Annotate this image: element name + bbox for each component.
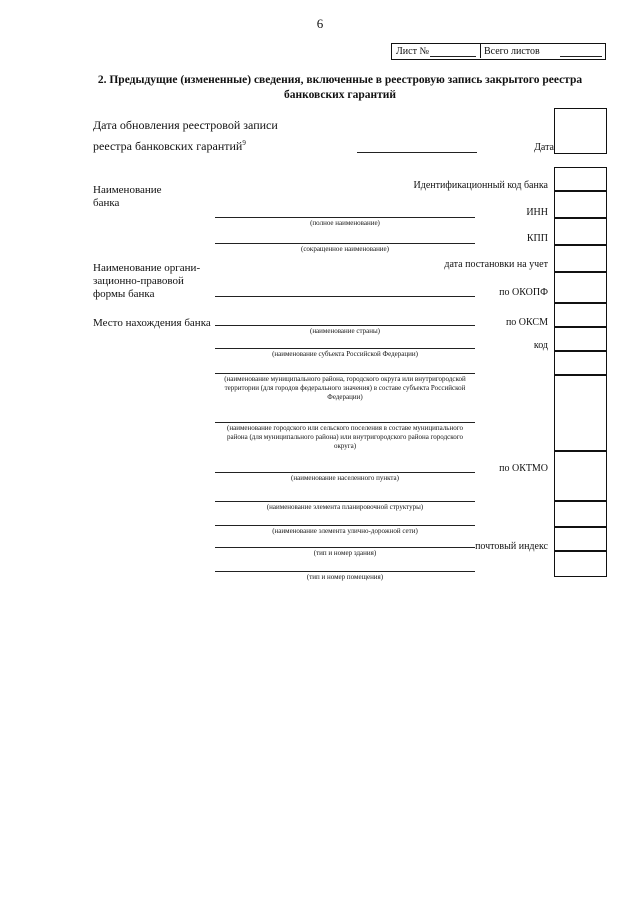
inn-label: ИНН <box>526 207 548 218</box>
okopf-label: по ОКОПФ <box>499 287 548 298</box>
oksm-box[interactable] <box>554 303 607 327</box>
kpp-label: КПП <box>526 233 548 244</box>
postal-index-box[interactable] <box>554 551 607 577</box>
oktmo-box[interactable] <box>554 451 607 501</box>
short-name-caption: (сокращенное наименование) <box>300 245 389 253</box>
code-label: код <box>533 340 548 351</box>
id-code-label: Идентификационный код банка <box>413 180 548 191</box>
inn-box[interactable] <box>554 191 607 218</box>
country-caption: (наименование страны) <box>309 327 381 335</box>
full-name-caption: (полное наименование) <box>310 219 380 227</box>
update-label-line1: Дата обновления реестровой записи <box>93 118 278 132</box>
street-caption: (наименование элемента улично-дорожной сети) <box>272 527 418 535</box>
page-number: 6 <box>316 16 324 31</box>
sheet-total-label: Всего листов <box>484 46 540 57</box>
org-form-label-line3: формы банка <box>93 288 155 300</box>
building-caption: (тип и номер здания) <box>313 549 377 557</box>
org-form-label-line2: зационно-правовой <box>93 275 184 287</box>
date-box[interactable] <box>554 108 607 154</box>
sheet-number-label: Лист № <box>396 46 429 57</box>
section-title-line1: 2. Предыдущие (измененные) сведения, включенные в реестровую запись закрытого реестра <box>97 74 583 86</box>
registration-date-box[interactable] <box>554 245 607 272</box>
premises-caption: (тип и номер помещения) <box>306 573 384 581</box>
subject-code-box[interactable] <box>554 351 607 375</box>
org-form-line <box>215 296 475 297</box>
planning-code-box[interactable] <box>554 501 607 527</box>
subject-caption: (наименование субъекта Российской Федерации) <box>272 350 418 358</box>
bank-name-label-line1: Наименование <box>93 184 162 196</box>
settlement-caption: (наименование городского или сельского поселения в составе муниципального района (для муниципального района) или внутригородского района городского округа) <box>226 424 463 450</box>
full-name-line <box>215 217 475 218</box>
bank-name-label-line2: банка <box>93 197 120 209</box>
kpp-box[interactable] <box>554 218 607 245</box>
postal-label: почтовый индекс <box>475 541 548 552</box>
municipal-code-box[interactable] <box>554 375 607 451</box>
oksm-label: по ОКСМ <box>505 317 548 328</box>
date-label: Дата <box>534 142 554 153</box>
update-label-line2: реестра банковских гарантий$^9$ <box>93 139 246 153</box>
location-label: Место нахождения банка <box>93 317 211 329</box>
oktmo-label: по ОКТМО <box>499 463 548 474</box>
okopf-box[interactable] <box>554 272 607 303</box>
footnote-mark: 9 <box>242 139 246 147</box>
section-title-line2: банковских гарантий <box>283 89 397 101</box>
planning-caption: (наименование элемента планировочной структуры) <box>266 503 424 511</box>
update-date-line <box>357 152 477 153</box>
short-name-line <box>215 243 475 244</box>
code-box[interactable] <box>554 327 607 351</box>
municipal-caption: (наименование муниципального района, городского округа или внутригородской территории (для городов федерального значения) в составе субъекта Российской Федерации) <box>224 375 466 401</box>
locality-caption: (наименование населенного пункта) <box>291 474 399 482</box>
id-code-box[interactable] <box>554 167 607 191</box>
org-form-label-line1: Наименование органи- <box>93 262 201 274</box>
sheet-header <box>391 43 606 60</box>
registration-date-label: дата постановки на учет <box>444 259 548 270</box>
street-code-box[interactable] <box>554 527 607 551</box>
